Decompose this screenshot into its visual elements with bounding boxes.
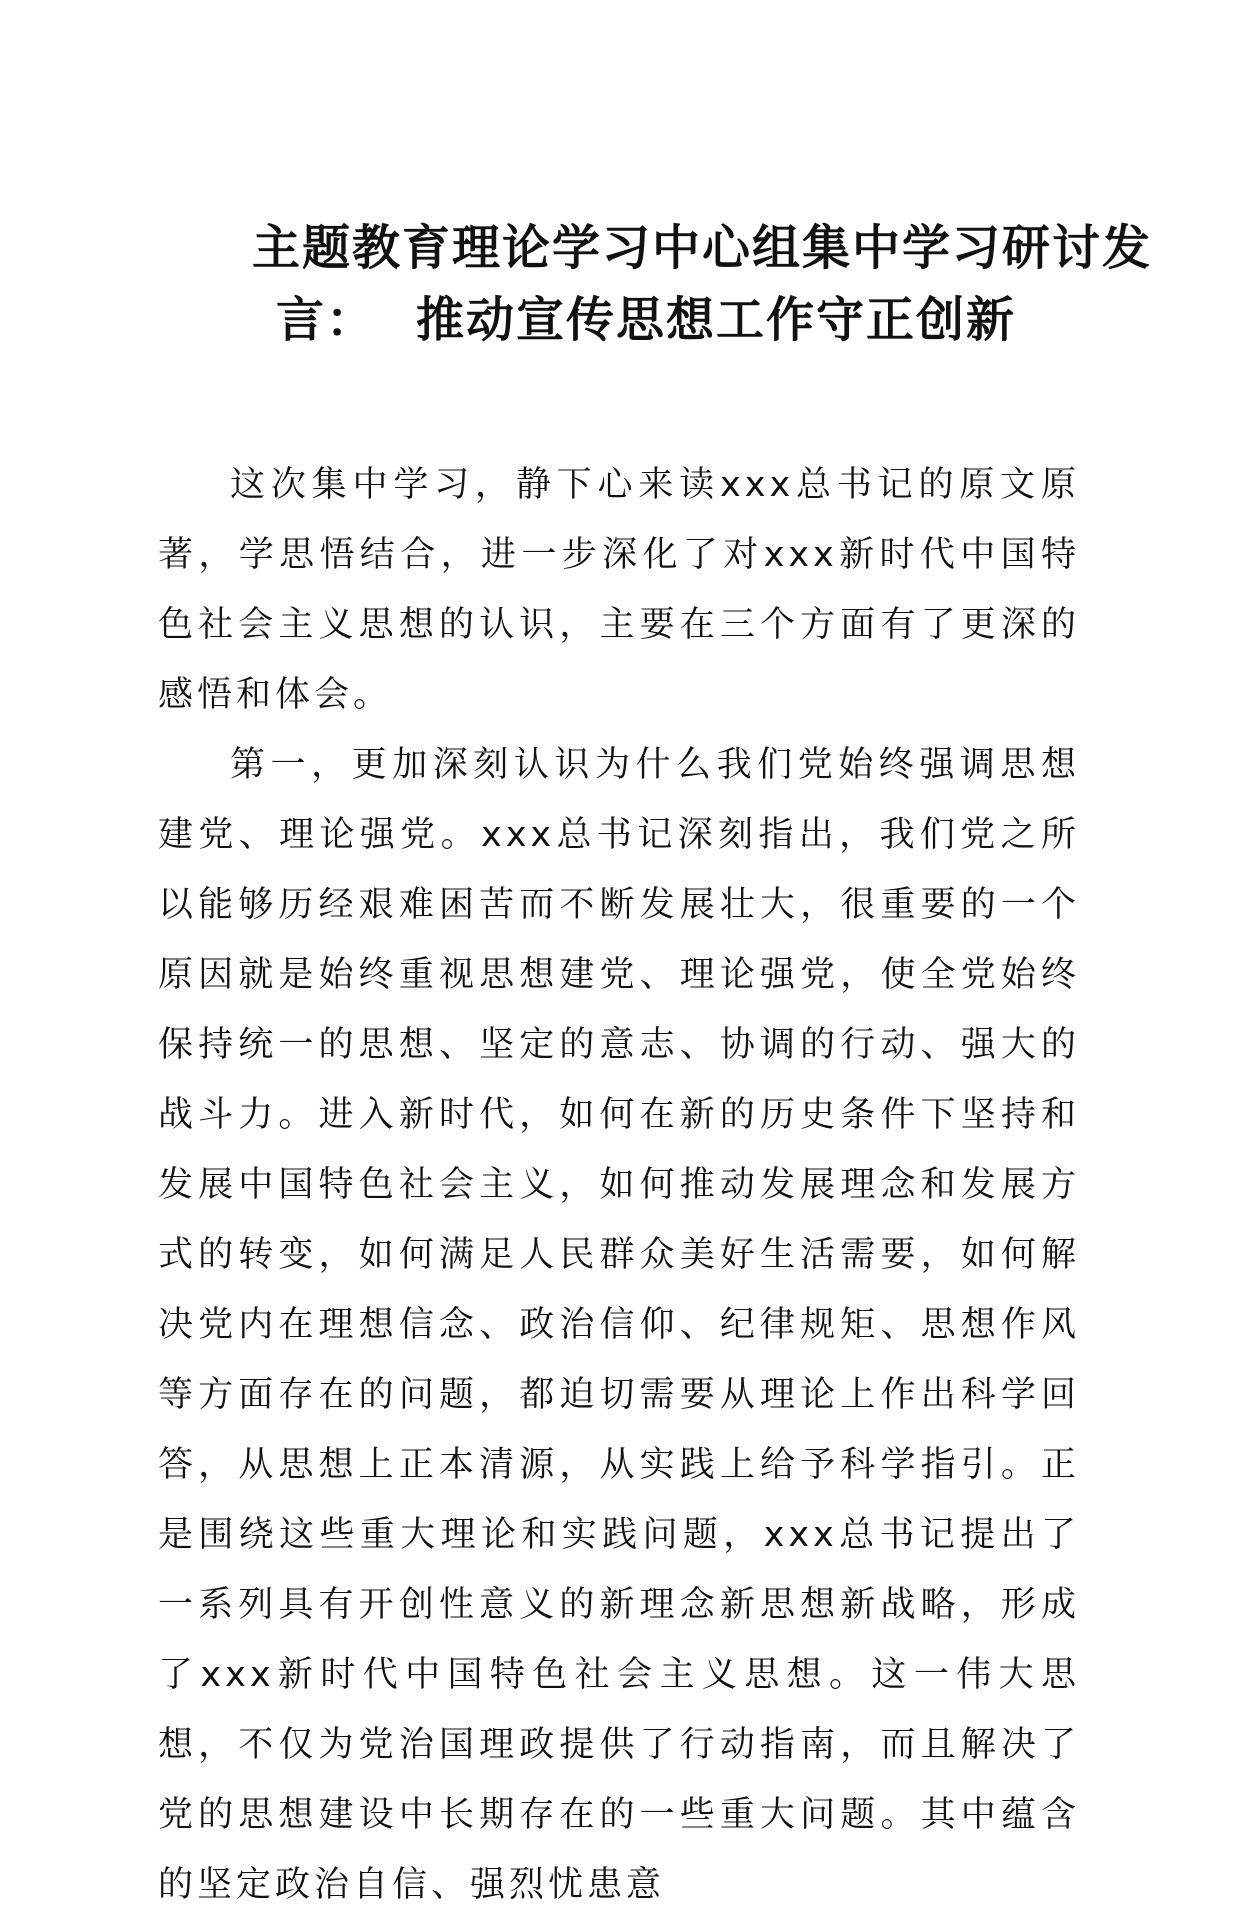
paragraph-first-point: 第一，更加深刻认识为什么我们党始终强调思想建党、理论强党。xxx总书记深刻指出，我们党之所以能够历经艰难困苦而不断发展壮大，很重要的一个原因就是始终重视思想建党、理论强党，使全党始终保持统一的思想、坚定的意志、协调的行动、强大的战斗力。进入新时代，如何在新的历史条件下坚持和发展中国特色社会主义，如何推动发展理念和发展方式的转变，如何满足人民群众美好生活需要，如何解决党内在理想信念、政治信仰、纪律规矩、思想作风等方面存在的问题，都迫切需要从理论上作出科学回答，从思想上正本清源，从实践上给予科学指引。正是围绕这些重大理论和实践问题，xxx总书记提出了一系列具有开创性意义的新理念新思想新战略，形成了xxx新时代中国特色社会主义思想。这一伟大思想，不仅为党治国理政提供了行动指南，而且解决了党的思想建设中长期存在的一些重大问题。其中蕴含的坚定政治自信、强烈忧患意: [158, 745, 1080, 1905]
paragraph-intro: 这次集中学习，静下心来读xxx总书记的原文原著，学思悟结合，进一步深化了对xxx新时代中国特色社会主义思想的认识，主要在三个方面有了更深的感悟和体会。: [158, 465, 1080, 715]
document-body: [158, 450, 1080, 1920]
title-line-2-prefix: 言：: [276, 292, 377, 348]
title-line-2: [158, 284, 1078, 356]
title-line-1: 主题教育理论学习中心组集中学习研讨发: [252, 220, 1153, 276]
title-line-2-main: 推动宣传思想工作守正创新: [416, 292, 1017, 348]
document-title: [158, 212, 1153, 356]
